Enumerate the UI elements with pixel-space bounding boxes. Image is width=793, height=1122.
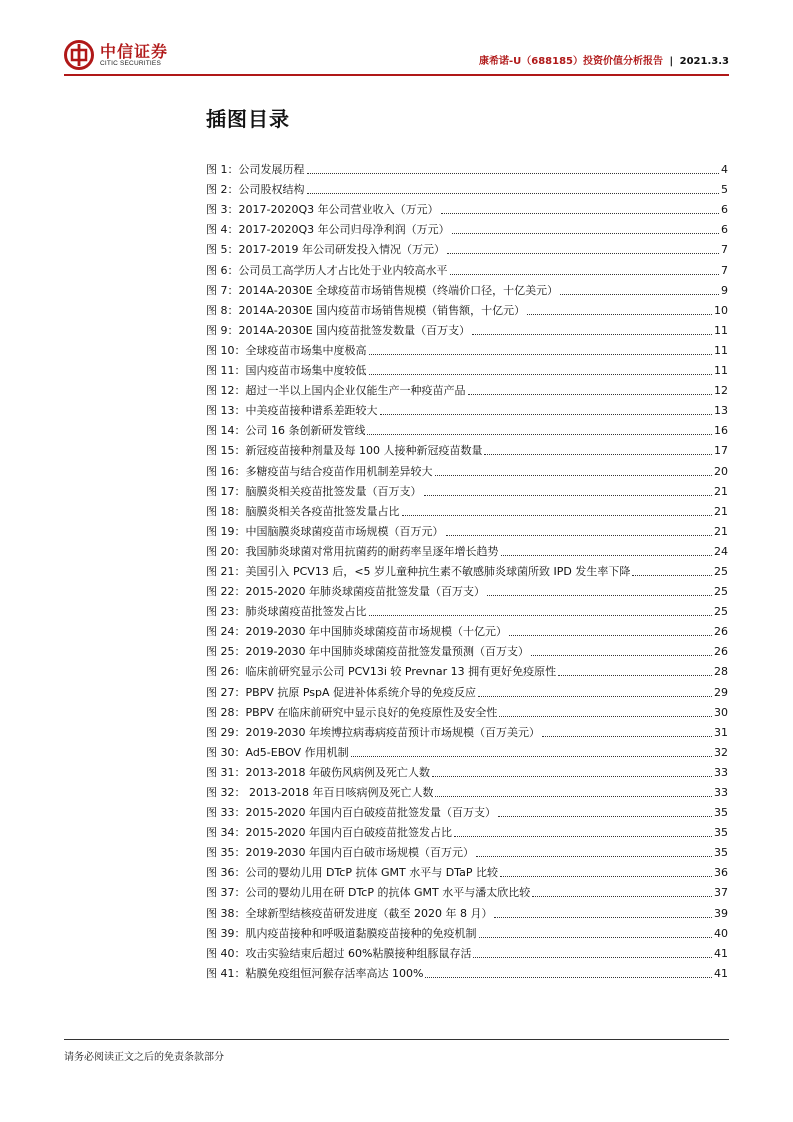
toc-entry-page: 6 [721,203,728,217]
toc-entry-title: 图 28：PBPV 在临床前研究中显示良好的免疫原性及安全性 [206,705,498,719]
toc-entry[interactable] [206,740,728,760]
toc-entry[interactable] [206,338,728,358]
header-divider [64,74,729,76]
toc-entry[interactable] [206,177,728,197]
dot-leader [479,937,713,938]
dot-leader [454,836,712,837]
toc-entry[interactable] [206,921,728,941]
dot-leader [447,253,719,254]
dot-leader [473,957,712,958]
toc-entry-page: 28 [714,665,728,679]
page-header [64,36,729,76]
dot-leader [369,374,713,375]
toc-entry-page: 29 [714,685,728,699]
toc-entry-page: 17 [714,444,728,458]
toc-entry-title: 图 18：脑膜炎相关各疫苗批签发量占比 [206,504,400,518]
dot-leader [632,575,712,576]
dot-leader [532,896,712,897]
dot-leader [542,736,712,737]
toc-entry[interactable] [206,800,728,820]
dot-leader [367,434,712,435]
toc-entry-page: 31 [714,725,728,739]
toc-entry-title: 图 27：PBPV 抗原 PspA 促进补体系统介导的免疫反应 [206,685,476,699]
dot-leader [369,354,713,355]
toc-entry-title: 图 21：美国引入 PCV13 后，<5 岁儿童种抗生素不敏感肺炎球菌所致 IPD 发生率下降 [206,564,631,578]
dot-leader [435,796,712,797]
dot-leader [441,213,719,214]
toc-entry-title: 图 40：攻击实验结束后超过 60%粘膜接种组豚鼠存活 [206,946,472,960]
toc-entry-page: 35 [714,846,728,860]
dot-leader [369,615,713,616]
toc-entry-page: 11 [714,323,728,337]
toc-entry[interactable] [206,659,728,679]
toc-entry-page: 20 [714,464,728,478]
toc-entry-page: 10 [714,303,728,317]
dot-leader [425,977,712,978]
dot-leader [494,917,712,918]
report-title: 康希诺-U（688185）投资价值分析报告 [478,56,664,67]
dot-leader [531,655,712,656]
disclaimer-note: 请务必阅读正文之后的免责条款部分 [64,1052,224,1063]
toc-entry[interactable] [206,358,728,378]
toc-entry[interactable] [206,941,728,961]
toc-entry-page: 24 [714,544,728,558]
toc-entry[interactable] [206,559,728,579]
dot-leader [446,535,713,536]
toc-entry-title: 图 19：中国脑膜炎球菌疫苗市场规模（百万元） [206,524,444,538]
toc-entry-title: 图 3：2017-2020Q3 年公司营业收入（万元） [206,203,439,217]
toc-entry-page: 41 [714,966,728,980]
toc-entry-title: 图 12：超过一半以上国内企业仅能生产一种疫苗产品 [206,384,466,398]
toc-entry[interactable] [206,217,728,237]
toc-entry-page: 33 [714,765,728,779]
toc-entry-title: 图 34：2015-2020 年国内百白破疫苗批签发占比 [206,826,452,840]
toc-entry-page: 33 [714,786,728,799]
toc-entry[interactable] [206,840,728,860]
toc-entry[interactable] [206,278,728,298]
toc-entry[interactable] [206,479,728,499]
toc-entry-title: 图 9：2014A-2030E 国内疫苗批签发数量（百万支） [206,323,471,337]
toc-entry-title: 图 8：2014A-2030E 国内疫苗市场销售规模（销售额，十亿元） [206,303,526,317]
toc-entry-page: 7 [721,243,728,257]
toc-entry-page: 6 [721,223,728,237]
toc-entry-page: 21 [714,484,728,498]
dot-leader [452,233,719,234]
toc-entry-page: 32 [714,745,728,759]
toc-entry[interactable] [206,820,728,840]
toc-entry[interactable] [206,900,728,920]
dot-leader [472,334,712,335]
toc-entry-title: 图 5：2017-2019 年公司研发投入情况（万元） [206,243,445,257]
dot-leader [560,294,719,295]
toc-entry-title: 图 2：公司股权结构 [206,183,305,197]
toc-entry-page: 13 [714,404,728,418]
toc-entry-title: 图 38：全球新型结核疫苗研发进度（截至 2020 年 8 月） [206,906,493,920]
toc-entry-title: 图 22：2015-2020 年肺炎球菌疫苗批签发量（百万支） [206,585,485,599]
report-date: 2021.3.3 [679,56,729,67]
toc-entry-title: 图 14：公司 16 条创新研发管线 [206,424,366,438]
logo-english-name: CITIC SECURITIES [100,60,161,67]
toc-entry-page: 7 [721,263,728,277]
dot-leader [424,495,713,496]
toc-entry-title: 图 4：2017-2020Q3 年公司归母净利润（万元） [206,223,450,237]
toc-entry-page: 4 [721,163,728,177]
toc-entry-page: 5 [721,183,728,197]
toc-entry-title: 图 32： 2013-2018 年百日咳病例及死亡人数 [206,786,434,799]
toc-entry-page: 25 [714,585,728,599]
toc-entry[interactable] [206,458,728,478]
toc-entry-title: 图 35：2019-2030 年国内百白破市场规模（百万元） [206,846,474,860]
dot-leader [500,876,712,877]
toc-entry[interactable] [206,519,728,539]
toc-entry-title: 图 30：Ad5-EBOV 作用机制 [206,745,349,759]
toc-entry-title: 图 33：2015-2020 年国内百白破疫苗批签发量（百万支） [206,806,496,820]
toc-entry[interactable] [206,579,728,599]
toc-entry[interactable] [206,418,728,438]
toc-entry[interactable] [206,318,728,338]
toc-entry[interactable] [206,860,728,880]
toc-entry[interactable] [206,298,728,318]
toc-entry[interactable] [206,157,728,177]
dot-leader [307,173,720,174]
toc-entry-page: 40 [714,926,728,940]
dot-leader [380,414,713,415]
toc-entry[interactable] [206,438,728,458]
toc-entry[interactable] [206,398,728,418]
toc-entry-title: 图 1：公司发展历程 [206,163,305,177]
toc-entry[interactable] [206,760,728,780]
toc-entry-page: 21 [714,504,728,518]
toc-entry-title: 图 15：新冠疫苗接种剂量及每 100 人接种新冠疫苗数量 [206,444,483,458]
toc-entry-title: 图 16：多糖疫苗与结合疫苗作用机制差异较大 [206,464,433,478]
toc-entry-page: 11 [714,364,728,378]
toc-entry-page: 30 [714,705,728,719]
toc-entry-page: 9 [721,283,728,297]
toc-entry-page: 16 [714,424,728,438]
toc-entry-page: 37 [714,886,728,900]
toc-entry[interactable] [206,378,728,398]
toc-entry-title: 图 17：脑膜炎相关疫苗批签发量（百万支） [206,484,422,498]
dot-leader [478,696,712,697]
citic-logo [64,36,184,76]
dot-leader [476,856,712,857]
toc-entry[interactable] [206,539,728,559]
toc-entry[interactable] [206,237,728,257]
toc-entry-page: 35 [714,806,728,820]
toc-entry[interactable] [206,639,728,659]
toc-entry-page: 12 [714,384,728,398]
dot-leader [450,274,720,275]
footer-divider [64,1039,729,1040]
toc-entry-page: 35 [714,826,728,840]
toc-entry-title: 图 31：2013-2018 年破伤风病例及死亡人数 [206,765,430,779]
dot-leader [351,756,712,757]
dot-leader [468,394,713,395]
dot-leader [498,816,712,817]
toc-entry-page: 11 [714,343,728,357]
dot-leader [487,595,712,596]
dot-leader [435,475,713,476]
toc-entry[interactable] [206,961,728,981]
toc-entry-title: 图 7：2014A-2030E 全球疫苗市场销售规模（终端价口径，十亿美元） [206,283,559,297]
dot-leader [307,193,720,194]
citic-logo-icon [64,40,94,70]
toc-entry-page: 39 [714,906,728,920]
toc-entry-title: 图 39：肌内疫苗接种和呼吸道黏膜疫苗接种的免疫机制 [206,926,477,940]
toc-entry[interactable] [206,499,728,519]
toc-entry[interactable] [206,257,728,277]
dot-leader [527,314,712,315]
toc-entry-title: 图 6：公司员工高学历人才占比处于业内较高水平 [206,263,448,277]
dot-leader [499,716,712,717]
toc-entry[interactable] [206,619,728,639]
toc-entry[interactable] [206,599,728,619]
toc-entry-page: 41 [714,946,728,960]
toc-entry-title: 图 11：国内疫苗市场集中度较低 [206,364,367,378]
toc-entry-title: 图 41：粘膜免疫组恒河猴存活率高达 100% [206,966,424,980]
dot-leader [501,555,713,556]
dot-leader [432,776,712,777]
toc-entry[interactable] [206,880,728,900]
dot-leader [558,675,712,676]
toc-entry[interactable] [206,700,728,720]
report-info [479,52,729,67]
toc-entry-page: 25 [714,564,728,578]
toc-entry-page: 21 [714,524,728,538]
logo-chinese-name: 中信证券 [100,42,169,61]
toc-entry-title: 图 37：公司的婴幼儿用在研 DTcP 的抗体 GMT 水平与潘太欣比较 [206,886,531,900]
toc-entry-title: 图 36：公司的婴幼儿用 DTcP 抗体 GMT 水平与 DTaP 比较 [206,866,498,880]
toc-entry-page: 36 [714,866,728,880]
figure-list [206,157,728,981]
toc-entry[interactable] [206,679,728,699]
dot-leader [402,515,713,516]
toc-entry-title: 图 25：2019-2030 年中国肺炎球菌疫苗批签发量预测（百万支） [206,645,529,659]
toc-entry-title: 图 29：2019-2030 年埃博拉病毒病疫苗预计市场规模（百万美元） [206,725,540,739]
toc-entry-title: 图 23：肺炎球菌疫苗批签发占比 [206,605,367,619]
header-separator: | [669,56,674,67]
dot-leader [484,454,712,455]
toc-entry-title: 图 10：全球疫苗市场集中度极高 [206,343,367,357]
toc-entry-page: 26 [714,645,728,659]
toc-entry-title: 图 20：我国肺炎球菌对常用抗菌药的耐药率呈逐年增长趋势 [206,544,499,558]
toc-entry[interactable] [206,780,728,800]
toc-entry-title: 图 24：2019-2030 年中国肺炎球菌疫苗市场规模（十亿元） [206,625,507,639]
toc-entry-page: 25 [714,605,728,619]
dot-leader [509,635,712,636]
toc-entry-title: 图 26：临床前研究显示公司 PCV13i 较 Prevnar 13 拥有更好免疫原性 [206,665,557,679]
toc-entry[interactable] [206,197,728,217]
toc-entry[interactable] [206,720,728,740]
toc-entry-title: 图 13：中美疫苗接种谱系差距较大 [206,404,378,418]
page-title: 插图目录 [206,107,290,131]
toc-entry-page: 26 [714,625,728,639]
